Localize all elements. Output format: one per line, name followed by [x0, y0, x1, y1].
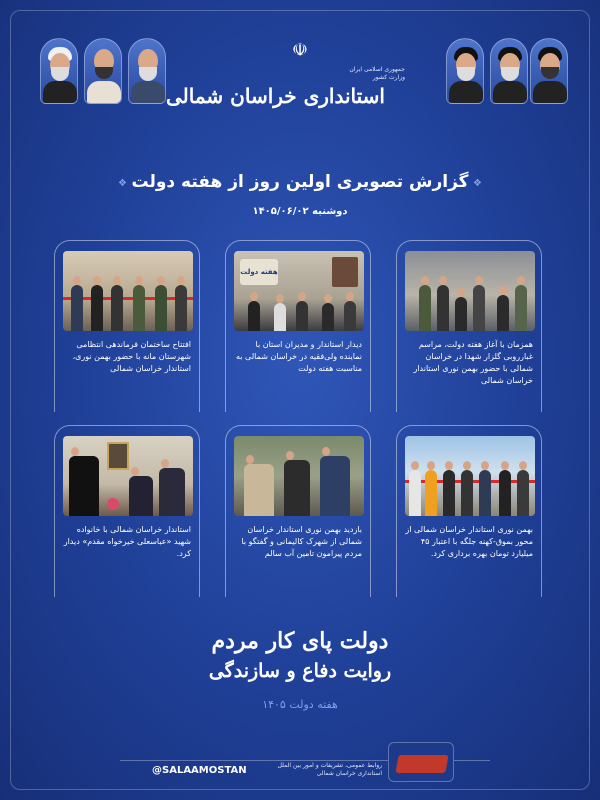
footer-line-1: روابط عمومی، تشریفات و امور بین الملل [277, 762, 382, 769]
gov-subtitle [295, 66, 405, 82]
photo-meeting [234, 251, 364, 331]
card-caption: بهمن نوری استاندار خراسان شمالی از محور بموق-کهنه جلگه با اعتبار ۴۵ میلیارد تومان بهره برداری کرد. [405, 525, 533, 558]
photo-road-opening [405, 436, 535, 516]
gov-line-2: وزارت کشور [372, 74, 405, 81]
footer-credit [264, 762, 382, 778]
hafte-dolat-logo-icon [388, 742, 454, 782]
slogan-main: دولت پای کار مردم [211, 628, 389, 654]
card-1 [396, 240, 542, 412]
portrait-leader-2 [490, 38, 528, 104]
card-caption: همزمان با آغاز هفته دولت، مراسم غبارروبی گلزار شهدا در خراسان شمالی با حضور بهمن نوری استاندار خراسان شمالی [413, 340, 533, 385]
card-2 [225, 240, 371, 412]
gov-line-1: جمهوری اسلامی ایران [349, 66, 405, 73]
card-4 [396, 425, 542, 597]
hafte-dolat-poster: هفته دولت [240, 259, 278, 285]
report-title: گزارش تصویری اولین روز از هفته دولت [131, 172, 469, 192]
portrait-cleric [40, 38, 78, 104]
ornament-icon: ❖ [473, 178, 482, 189]
portrait-man [84, 38, 122, 104]
slogan-sub: روایت دفاع و سازندگی [208, 660, 392, 682]
card-6 [54, 425, 200, 597]
ornament-icon: ❖ [118, 178, 127, 189]
report-date: دوشنبه ۱۴۰۵/۰۶/۰۲ [252, 206, 348, 217]
photo-martyr-family [63, 436, 193, 516]
card-5 [225, 425, 371, 597]
photo-cemetery [405, 251, 535, 331]
social-handle[interactable]: @SALAAMOSTAN [152, 765, 247, 776]
portrait-leader-1 [446, 38, 484, 104]
photo-visit-people [234, 436, 364, 516]
card-caption: دیدار استاندار و مدیران استان با نماینده ولی‌فقیه در خراسان شمالی به مناسبت هفته دولت [236, 340, 362, 373]
portrait-leader-3 [530, 38, 568, 104]
card-caption: استاندار خراسان شمالی با خانواده شهید «عباسعلی خیرخواه مقدم» دیدار کرد. [63, 525, 191, 558]
card-caption: بازدید بهمن نوری استاندار خراسان شمالی از شهرک کالیمانی و گفتگو با مردم پیرامون تامین آب سالم [241, 525, 362, 558]
gov-title: استانداری خراسان شمالی [166, 84, 385, 108]
card-caption: افتتاح ساختمان فرماندهی انتظامی شهرستان مانه با حضور بهمن نوری، استاندار خراسان شمالی [72, 340, 191, 373]
photo-ribbon-cutting [63, 251, 193, 331]
card-3 [54, 240, 200, 412]
slogan-week: هفته دولت ۱۴۰۵ [262, 698, 338, 711]
iran-emblem-icon: ☫ [291, 40, 309, 61]
portrait-official [128, 38, 166, 104]
footer-line-2: استانداری خراسان شمالی [316, 770, 382, 777]
